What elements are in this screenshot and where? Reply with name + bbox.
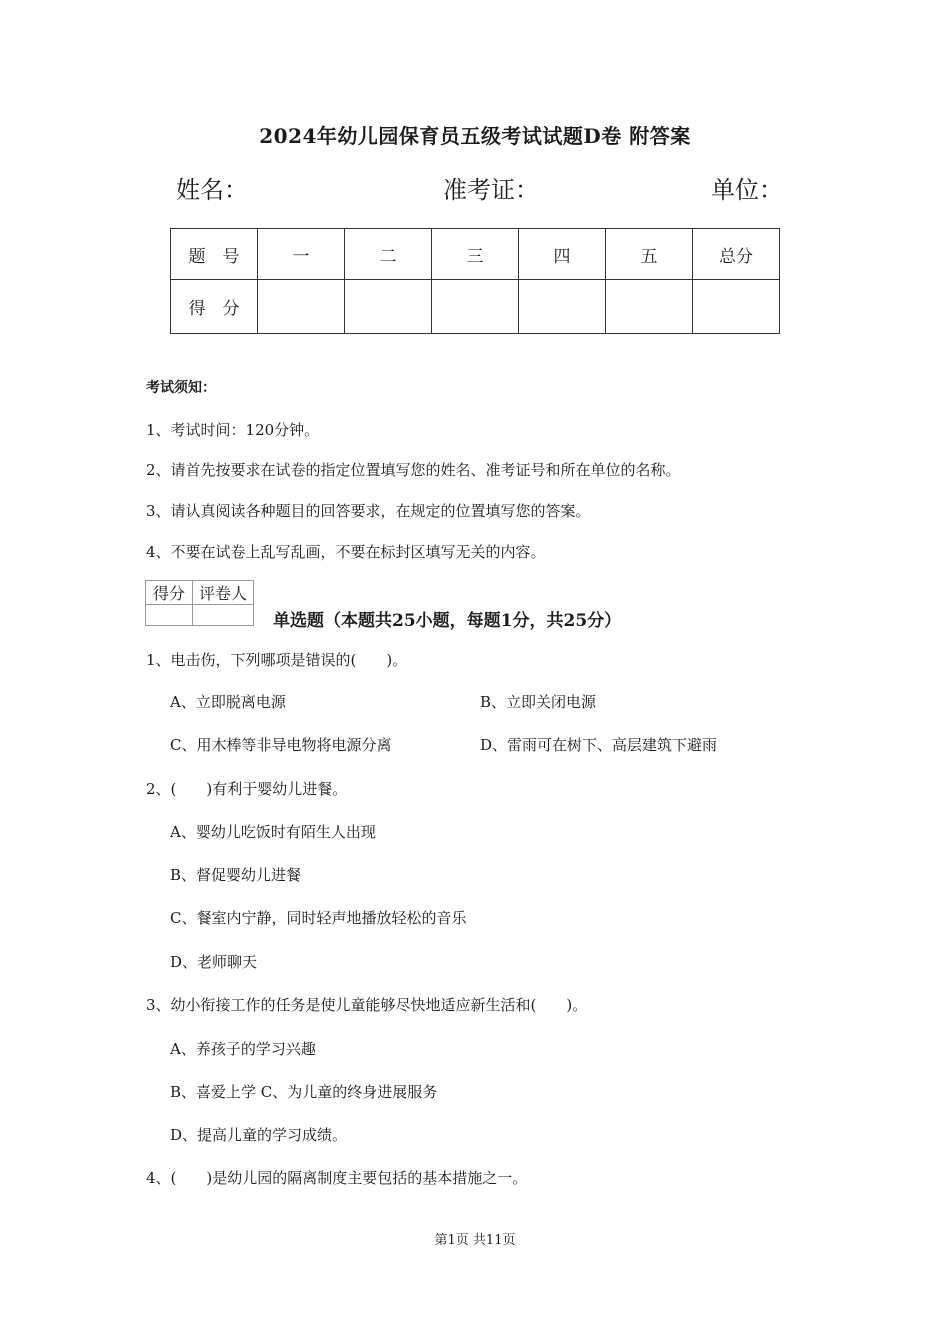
question-stem: 1、电击伤，下列哪项是错误的( )。 [146, 651, 408, 669]
score-cell[interactable] [432, 280, 519, 334]
question-option: C、用木棒等非导电物将电源分离 [170, 736, 392, 754]
question-option: B、督促婴幼儿进餐 [170, 866, 302, 884]
header-cell: 五 [606, 229, 693, 280]
score-cell[interactable] [345, 280, 432, 334]
question-option: D、雷雨可在树下、高层建筑下避雨 [480, 736, 718, 754]
score-table-header-row [171, 229, 780, 280]
header-cell: 三 [432, 229, 519, 280]
question-option: A、养孩子的学习兴趣 [170, 1040, 316, 1058]
grader-name-label: 评卷人 [193, 581, 254, 605]
header-cell: 一 [258, 229, 345, 280]
section-title: 单选题（本题共25小题，每题1分，共25分） [273, 611, 622, 631]
header-cell: 四 [519, 229, 606, 280]
score-cell[interactable] [519, 280, 606, 334]
question-stem: 4、( )是幼儿园的隔离制度主要包括的基本措施之一。 [146, 1169, 528, 1187]
score-table-score-row [171, 280, 780, 334]
question-option: D、老师聊天 [170, 953, 258, 971]
grader-box [145, 580, 254, 626]
unit-field-label: 单位： [711, 176, 783, 204]
score-row-label: 得 分 [171, 280, 258, 334]
notice-item: 1、考试时间：120分钟。 [146, 421, 320, 439]
header-cell: 总分 [693, 229, 780, 280]
grader-score-cell[interactable] [146, 605, 193, 626]
exam-id-field-label: 准考证： [443, 176, 539, 204]
notice-heading: 考试须知： [146, 380, 216, 396]
document-title: 2024年幼儿园保育员五级考试试题D卷 附答案 [259, 124, 691, 148]
header-cell: 题 号 [171, 229, 258, 280]
score-cell[interactable] [258, 280, 345, 334]
notice-item: 2、请首先按要求在试卷的指定位置填写您的姓名、准考证号和所在单位的名称。 [146, 461, 681, 479]
name-field-label: 姓名： [176, 176, 248, 204]
question-option: C、餐室内宁静，同时轻声地播放轻松的音乐 [170, 909, 467, 927]
page-footer: 第1页 共11页 [434, 1233, 516, 1248]
score-table [170, 228, 780, 334]
question-stem: 3、幼小衔接工作的任务是使儿童能够尽快地适应新生活和( )。 [146, 996, 588, 1014]
header-cell: 二 [345, 229, 432, 280]
question-option: B、立即关闭电源 [480, 693, 597, 711]
grader-name-cell[interactable] [193, 605, 254, 626]
notice-item: 3、请认真阅读各种题目的回答要求，在规定的位置填写您的答案。 [146, 502, 591, 520]
question-option: B、喜爱上学 C、为儿童的终身进展服务 [170, 1083, 438, 1101]
question-option: A、立即脱离电源 [170, 693, 286, 711]
notice-item: 4、不要在试卷上乱写乱画，不要在标封区填写无关的内容。 [146, 543, 546, 561]
question-option: D、提高儿童的学习成绩。 [170, 1126, 348, 1144]
question-stem: 2、( )有利于婴幼儿进餐。 [146, 780, 348, 798]
score-cell[interactable] [606, 280, 693, 334]
grader-score-label: 得分 [146, 581, 193, 605]
question-option: A、婴幼儿吃饭时有陌生人出现 [170, 823, 376, 841]
score-cell[interactable] [693, 280, 780, 334]
